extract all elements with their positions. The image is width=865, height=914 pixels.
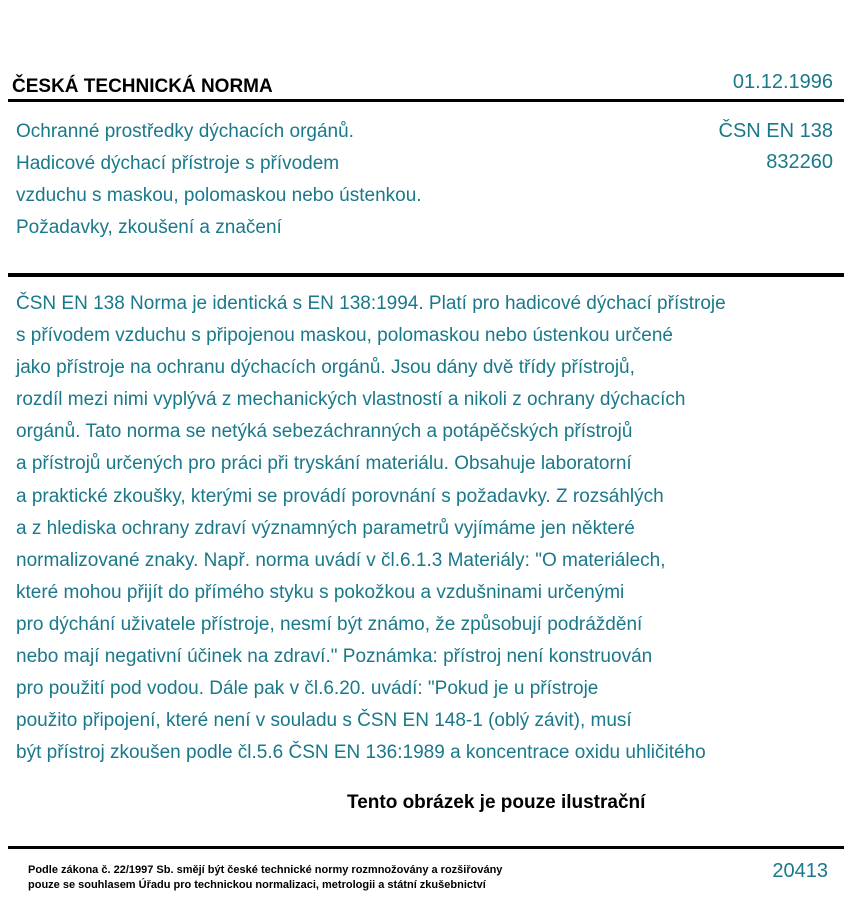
abstract-line: orgánů. Tato norma se netýká sebezáchranných a potápěčských přístrojů	[16, 421, 633, 443]
abstract-line: které mohou přijít do přímého styku s pokožkou a vzdušninami určenými	[16, 581, 625, 603]
standard-codes	[719, 116, 834, 178]
standard-title-line: Hadicové dýchací přístroje s přívodem	[16, 153, 340, 174]
legal-notice-line: Podle zákona č. 22/1997 Sb. smějí být české technické normy rozmnožovány a rozšiřovány	[28, 864, 503, 876]
abstract-line: normalizované znaky. Např. norma uvádí v čl.6.1.3 Materiály: "O materiálech,	[16, 549, 666, 571]
catalog-number: 20413	[772, 860, 828, 882]
abstract-line: pro použití pod vodou. Dále pak v čl.6.20. uvádí: "Pokud je u přístroje	[16, 678, 599, 700]
class-number: 832260	[766, 151, 833, 173]
abstract-line: použito připojení, které není v souladu s ČSN EN 148-1 (oblý závit), musí	[16, 710, 632, 732]
document-header-title: ČESKÁ TECHNICKÁ NORMA	[12, 76, 273, 97]
standard-title	[16, 116, 422, 244]
abstract-line: a z hlediska ochrany zdraví významných parametrů vyjímáme jen některé	[16, 517, 635, 539]
illustration-disclaimer: Tento obrázek je pouze ilustrační	[347, 792, 646, 813]
footer-divider	[8, 846, 844, 849]
abstract-line: nebo mají negativní účinek na zdraví." Poznámka: přístroj není konstruován	[16, 646, 653, 668]
publication-date: 01.12.1996	[732, 71, 833, 93]
abstract-line: ČSN EN 138 Norma je identická s EN 138:1994. Platí pro hadicové dýchací přístroje	[16, 293, 726, 314]
header-divider	[8, 99, 844, 102]
section-divider	[8, 273, 844, 277]
abstract-text	[16, 288, 726, 769]
legal-notice	[28, 863, 502, 893]
standard-code: ČSN EN 138	[718, 120, 833, 142]
abstract-line: s přívodem vzduchu s připojenou maskou, polomaskou nebo ústenkou určené	[16, 325, 673, 347]
legal-notice-line: pouze se souhlasem Úřadu pro technickou normalizaci, metrologii a státní zkušebnictví	[28, 879, 486, 891]
abstract-line: a praktické zkoušky, kterými se provádí porovnání s požadavky. Z rozsáhlých	[16, 485, 664, 507]
abstract-line: a přístrojů určených pro práci při tryskání materiálu. Obsahuje laboratorní	[16, 453, 632, 475]
standard-title-line: vzduchu s maskou, polomaskou nebo ústenkou.	[16, 185, 422, 206]
standard-title-line: Požadavky, zkoušení a značení	[16, 217, 282, 238]
abstract-line: být přístroj zkoušen podle čl.5.6 ČSN EN 136:1989 a koncentrace oxidu uhličitého	[16, 742, 706, 764]
abstract-line: rozdíl mezi nimi vyplývá z mechanických vlastností a nikoli z ochrany dýchacích	[16, 389, 686, 411]
abstract-line: pro dýchání uživatele přístroje, nesmí být známo, že způsobují podráždění	[16, 613, 643, 635]
standard-title-line: Ochranné prostředky dýchacích orgánů.	[16, 121, 354, 142]
abstract-line: jako přístroje na ochranu dýchacích orgánů. Jsou dány dvě třídy přístrojů,	[16, 357, 635, 379]
